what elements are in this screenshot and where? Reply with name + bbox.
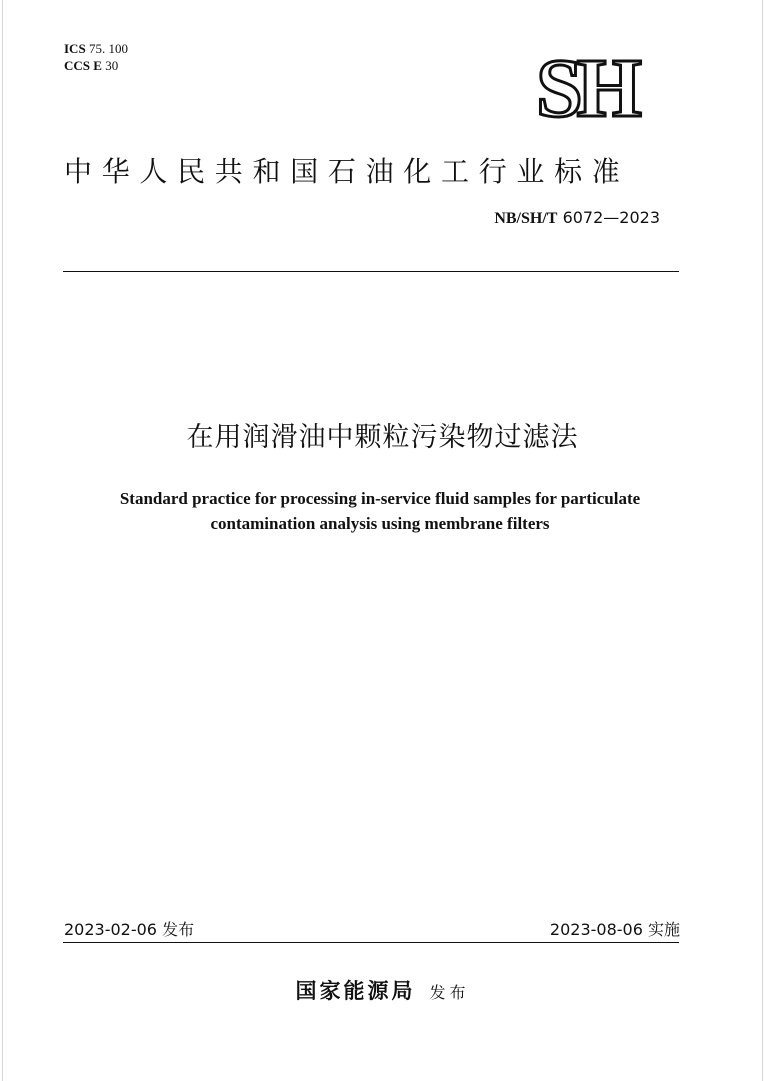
- issue-date: 2023-02-06 发布: [64, 920, 195, 939]
- ccs-label: CCS E: [64, 58, 102, 73]
- title-english: [60, 486, 700, 536]
- ics-line: [64, 40, 128, 57]
- issuer-action: 发布: [429, 983, 470, 1002]
- sh-logo: [508, 52, 664, 122]
- standard-number-value: 6072—2023: [562, 208, 660, 227]
- ccs-code: 30: [105, 58, 119, 73]
- implementation-date: 2023-08-06 实施: [549, 920, 680, 939]
- standard-number: [494, 208, 660, 228]
- ics-code: 75. 100: [88, 41, 128, 56]
- issuer: [0, 975, 765, 1005]
- top-divider: [63, 271, 679, 272]
- ccs-line: [64, 57, 128, 74]
- scan-edge-right: [762, 0, 763, 1081]
- standard-category: 中华人民共和国石油化工行业标准: [64, 155, 630, 188]
- title-english-line-1: Standard practice for processing in-service fluid samples for particulate: [119, 489, 641, 508]
- standard-number-prefix: NB/SH/T: [494, 210, 558, 227]
- title-chinese: 在用润滑油中颗粒污染物过滤法: [186, 422, 579, 453]
- issuer-org: 国家能源局: [295, 979, 416, 1003]
- ics-label: ICS: [64, 41, 86, 56]
- sh-logo-text: SH: [535, 52, 637, 122]
- title-english-line-2: contamination analysis using membrane filters: [210, 514, 550, 533]
- bottom-divider: [63, 942, 679, 943]
- scan-edge-left: [2, 0, 3, 1081]
- classification-codes: [64, 40, 128, 74]
